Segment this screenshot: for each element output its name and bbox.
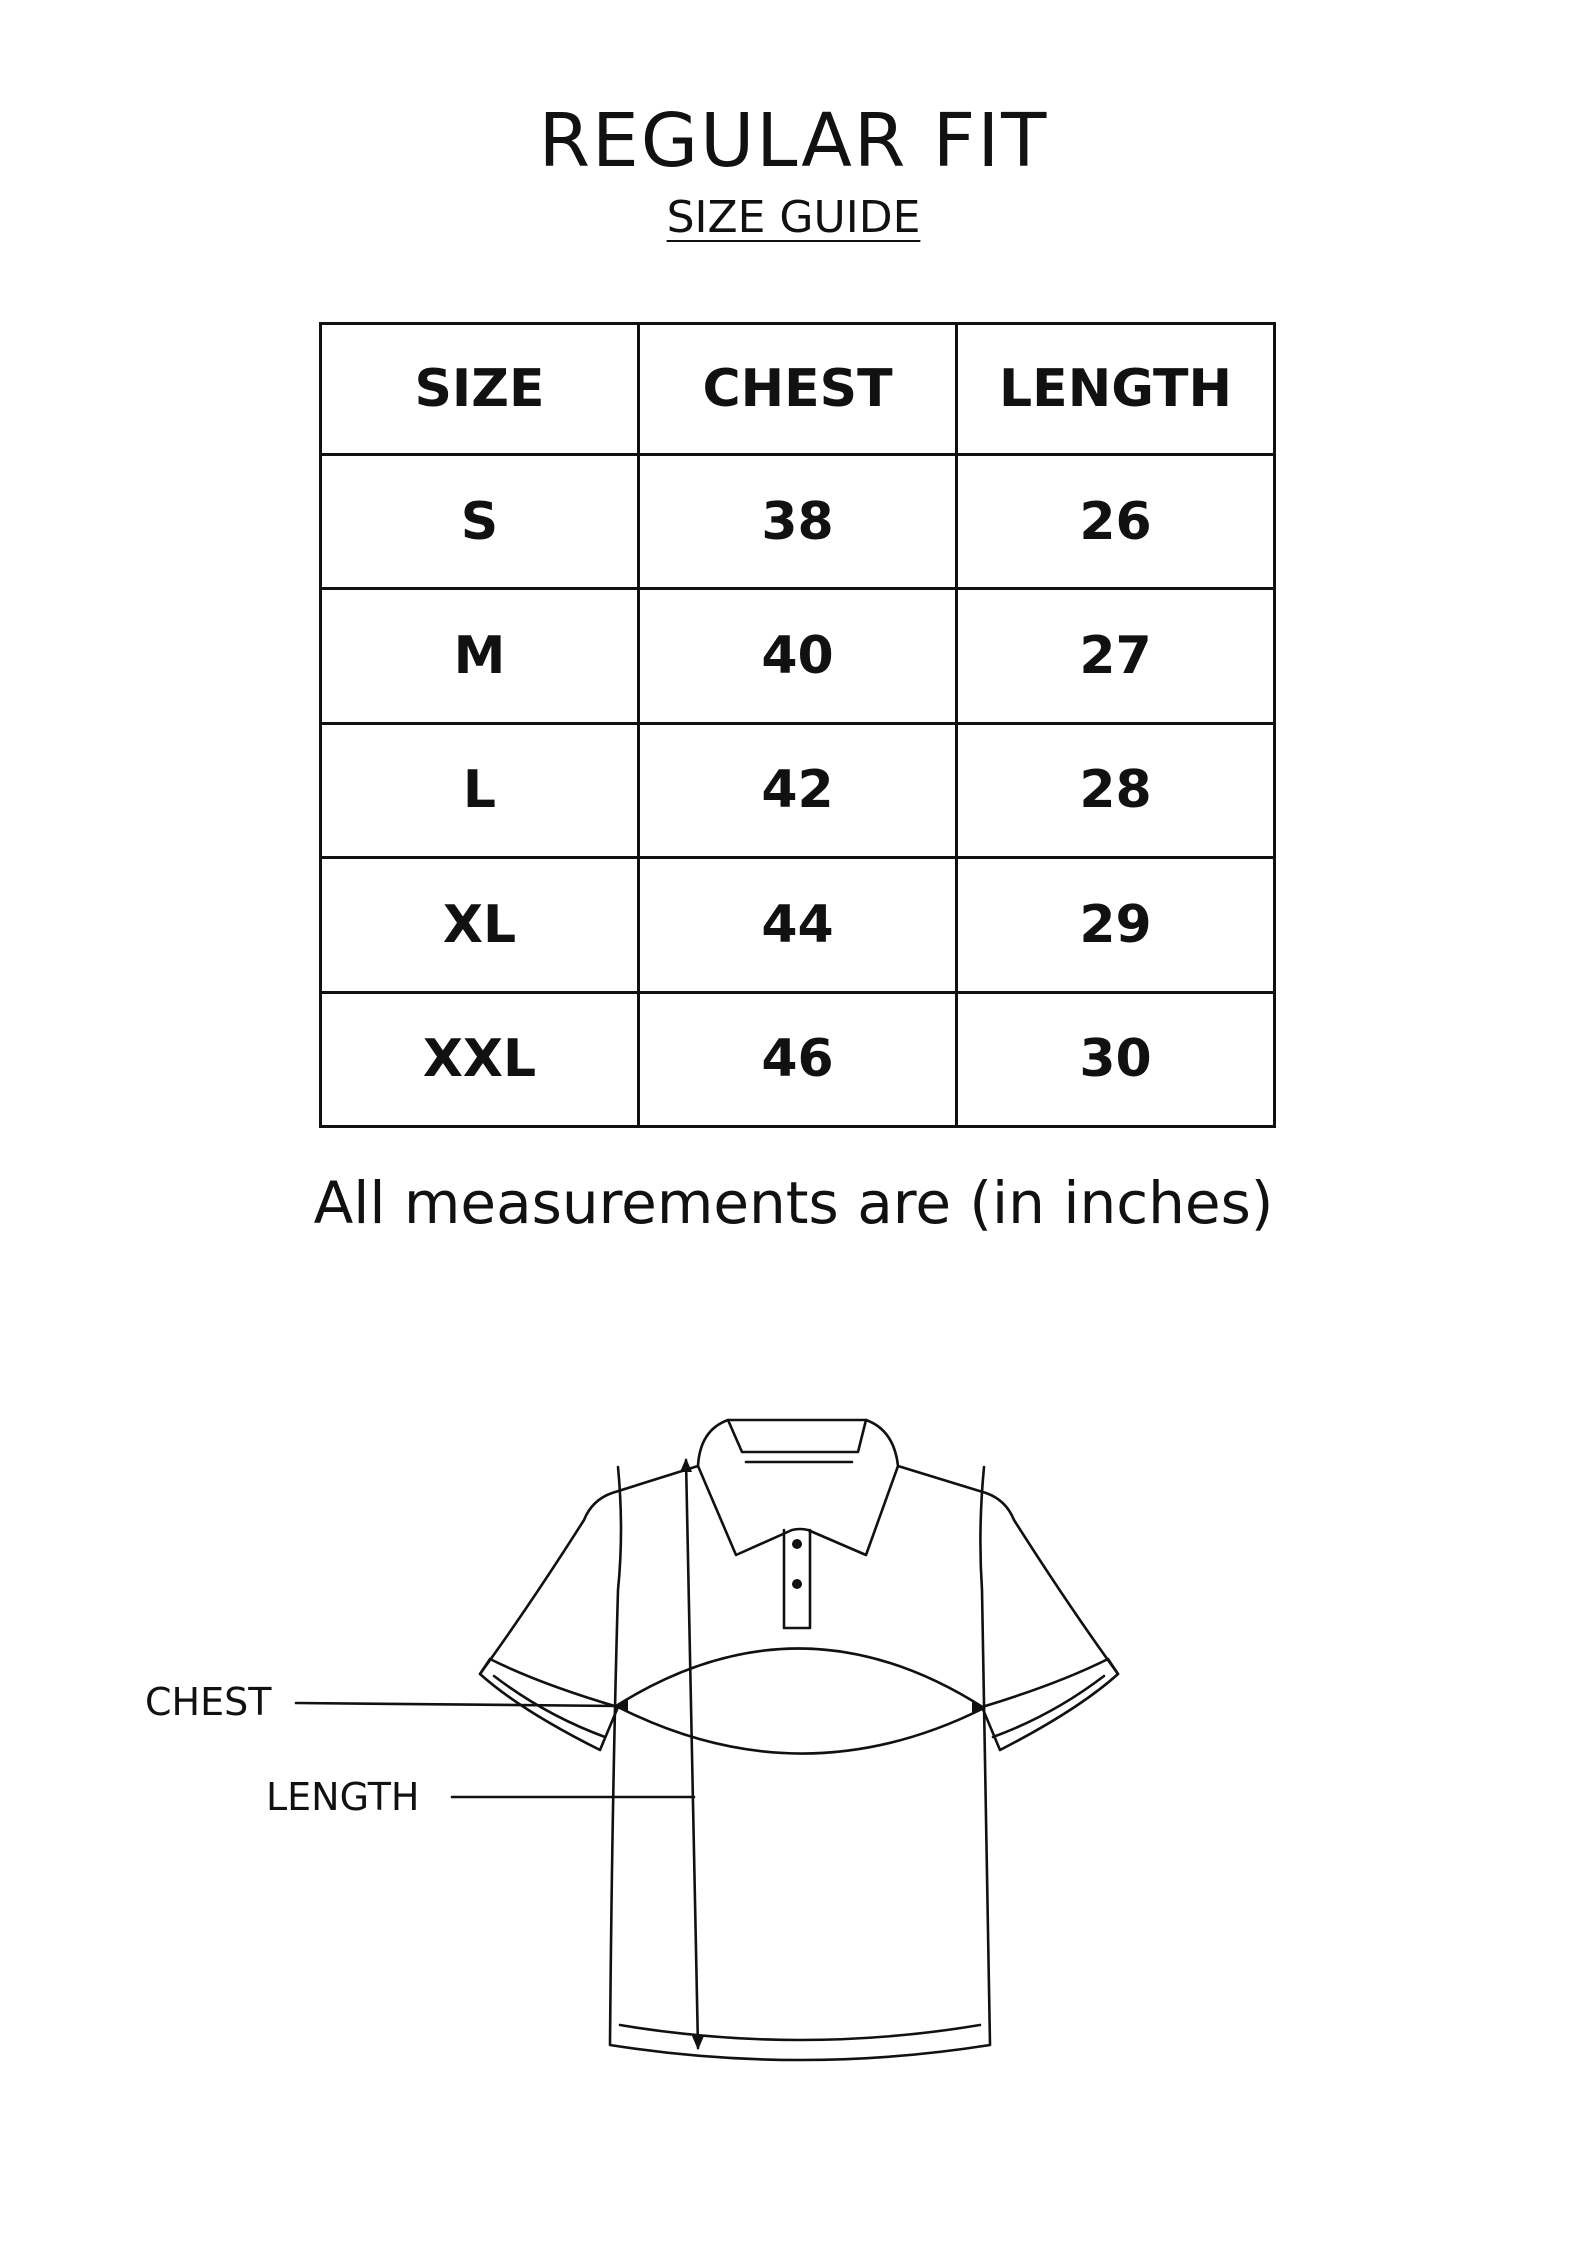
cell-length: 29 [957,858,1275,992]
button-icon [792,1539,802,1549]
shirt-hem-stitch [620,2025,980,2040]
cell-size: XL [321,858,639,992]
shirt-body-outline [610,1467,990,2060]
cell-size: S [321,455,639,589]
cell-chest: 38 [639,455,957,589]
header-chest: CHEST [639,324,957,455]
chest-measurement-arc-upper [616,1648,984,1708]
cell-chest: 44 [639,858,957,992]
shirt-right-sleeve [982,1659,1118,1750]
length-arrow-top-icon [680,1458,692,1472]
cell-chest: 46 [639,992,957,1126]
chest-label: CHEST [145,1680,272,1724]
cell-length: 27 [957,589,1275,723]
page-title: REGULAR FIT [538,98,1049,184]
cell-chest: 40 [639,589,957,723]
shirt-collar [698,1420,898,1555]
cell-length: 26 [957,455,1275,589]
cell-length: 28 [957,723,1275,857]
length-measurement-line [686,1460,698,2048]
cell-size: XXL [321,992,639,1126]
length-label: LENGTH [266,1775,420,1819]
cell-length: 30 [957,992,1275,1126]
cell-size: M [321,589,639,723]
page-subtitle: SIZE GUIDE [666,192,921,243]
shirt-left-shoulder [480,1466,698,1674]
button-icon [792,1579,802,1589]
measurement-note: All measurements are (in inches) [313,1169,1274,1237]
shirt-right-shoulder [898,1466,1118,1674]
chest-leader-line [296,1703,618,1706]
cell-chest: 42 [639,723,957,857]
chest-measurement-arc-lower [616,1706,984,1754]
cell-size: L [321,723,639,857]
header-size: SIZE [321,324,639,455]
length-arrow-bottom-icon [692,2036,704,2050]
header-length: LENGTH [957,324,1275,455]
shirt-collar-inner [728,1420,866,1452]
